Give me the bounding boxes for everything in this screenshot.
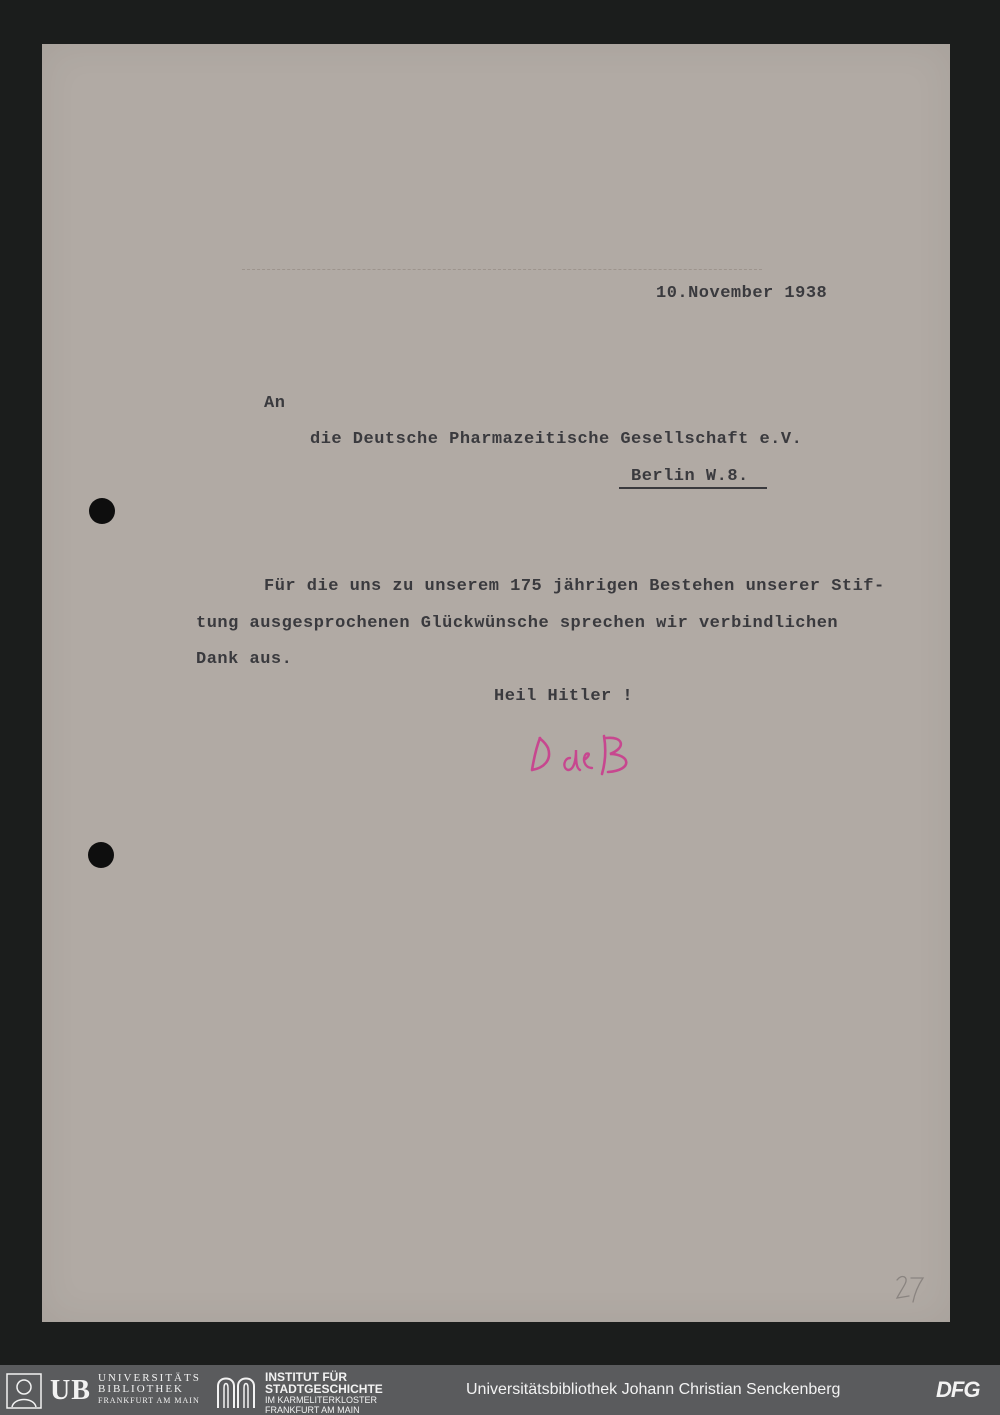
salutation: An xyxy=(264,394,286,413)
ub-logo-subtitle xyxy=(98,1373,201,1406)
footer-bar xyxy=(0,1365,1000,1415)
closing: Heil Hitler ! xyxy=(494,687,634,706)
punch-hole xyxy=(89,498,115,524)
body-line: tung ausgesprochenen Glückwünsche sprechen wir verbindlichen xyxy=(196,614,839,633)
isg-line: FRANKFURT AM MAIN xyxy=(265,1405,360,1415)
punch-hole xyxy=(88,842,114,868)
faint-rule xyxy=(242,269,762,270)
isg-line: IM KARMELITERKLOSTER xyxy=(265,1395,378,1405)
ub-portrait-logo-icon xyxy=(6,1373,42,1409)
ub-line: FRANKFURT AM MAIN xyxy=(98,1396,200,1405)
isg-line: INSTITUT FÜR xyxy=(265,1370,347,1384)
handwritten-signature xyxy=(526,730,656,780)
recipient-name: die Deutsche Pharmazeitische Gesellschaft e.V. xyxy=(310,430,803,449)
archive-number-pencil xyxy=(893,1270,927,1304)
ub-line: BIBLIOTHEK xyxy=(98,1383,184,1395)
isg-line: STADTGESCHICHTE xyxy=(265,1382,383,1396)
isg-logo-text xyxy=(265,1371,383,1415)
letter-date: 10.November 1938 xyxy=(656,284,828,303)
body-line: Für die uns zu unserem 175 jährigen Bestehen unserer Stif- xyxy=(264,577,885,596)
ub-logo-text: UB xyxy=(50,1375,91,1406)
document-page xyxy=(42,44,950,1322)
ub-line: UNIVERSITÄTS xyxy=(98,1372,201,1384)
dfg-logo: DFG xyxy=(936,1377,980,1402)
body-line: Dank aus. xyxy=(196,650,293,669)
isg-arch-logo-icon xyxy=(214,1372,258,1410)
library-name: Universitätsbibliothek Johann Christian Senckenberg xyxy=(466,1381,841,1398)
recipient-city: Berlin W.8. xyxy=(619,467,767,489)
